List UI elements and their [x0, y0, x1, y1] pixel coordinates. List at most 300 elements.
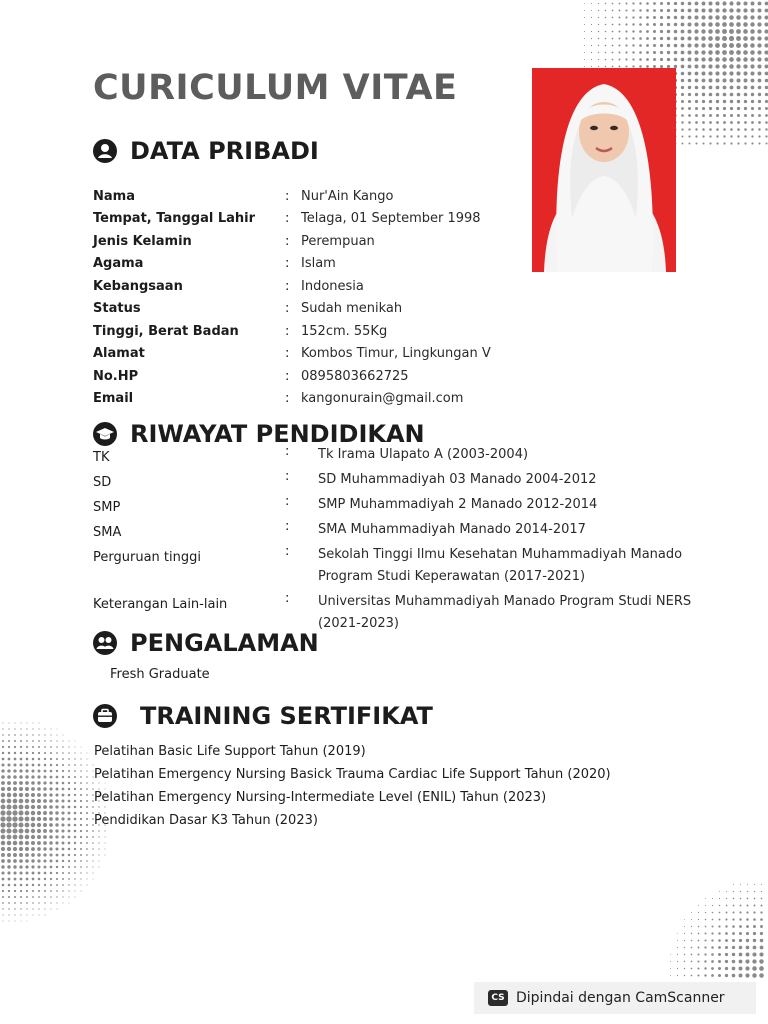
decor-dot — [18, 816, 23, 821]
decor-dot — [744, 86, 748, 90]
decor-dot — [2, 890, 4, 892]
decor-dot — [2, 908, 3, 909]
decor-dot — [740, 884, 741, 885]
decor-dot — [729, 8, 733, 12]
decor-dot — [56, 776, 59, 779]
decor-dot — [37, 811, 41, 815]
decor-dot — [760, 932, 763, 935]
decor-dot — [25, 853, 29, 857]
decor-dot — [74, 860, 76, 862]
decor-dot — [743, 22, 748, 27]
decor-dot — [612, 10, 614, 12]
decor-dot — [694, 36, 698, 40]
decor-dot — [688, 72, 692, 76]
decor-dot — [757, 22, 761, 26]
decor-dot — [86, 770, 87, 771]
decor-dot — [43, 799, 47, 803]
decor-dot — [765, 142, 767, 144]
decor-dot — [705, 933, 707, 935]
decor-dot — [8, 890, 10, 892]
decor-dot — [732, 974, 736, 978]
decor-dot — [705, 919, 707, 921]
decor-dot — [732, 925, 735, 928]
decor-dot — [598, 31, 599, 32]
decor-dot — [80, 848, 82, 850]
decor-dot — [619, 59, 621, 61]
decor-dot — [86, 806, 88, 808]
decor-dot — [44, 908, 45, 909]
decor-dot — [646, 58, 649, 61]
users-icon — [92, 630, 118, 656]
decor-dot — [26, 914, 27, 915]
decor-dot — [74, 794, 76, 796]
decor-dot — [2, 746, 4, 748]
decor-dot — [746, 925, 749, 928]
decor-dot — [691, 940, 693, 942]
decor-dot — [688, 79, 692, 83]
decor-dot — [584, 3, 585, 4]
decor-dot — [681, 128, 683, 130]
decor-dot — [758, 72, 762, 76]
decor-dot — [32, 764, 35, 767]
decor-dot — [702, 121, 705, 124]
decor-dot — [718, 946, 721, 949]
decor-dot — [698, 933, 700, 935]
decor-dot — [760, 925, 763, 928]
decor-dot — [757, 64, 761, 68]
decor-dot — [722, 1, 726, 5]
decor-dot — [753, 939, 756, 942]
decor-dot — [765, 2, 768, 6]
decor-dot — [764, 29, 768, 33]
decor-dot — [653, 58, 656, 61]
decor-dot — [711, 946, 714, 949]
decor-dot — [750, 64, 754, 68]
decor-dot — [74, 788, 76, 790]
decor-dot — [86, 824, 88, 826]
decor-dot — [8, 734, 10, 736]
decor-dot — [667, 37, 670, 40]
decor-dot — [39, 723, 40, 724]
decor-dot — [55, 799, 58, 802]
field-value: 152cm. 55Kg — [301, 323, 388, 339]
decor-dot — [660, 30, 663, 33]
decor-dot — [598, 45, 599, 46]
decor-dot — [612, 3, 614, 5]
decor-dot — [716, 100, 719, 103]
decor-dot — [639, 2, 641, 4]
decor-dot — [605, 10, 607, 12]
field-label: TK — [93, 450, 110, 465]
decor-dot — [2, 902, 4, 904]
decor-dot — [92, 848, 93, 849]
decor-dot — [1, 847, 5, 851]
decor-dot — [765, 9, 768, 13]
decor-dot — [764, 43, 768, 47]
decor-dot — [697, 953, 699, 955]
field-label: Keterangan Lain-lain — [93, 597, 228, 612]
decor-dot — [98, 842, 99, 843]
decor-dot — [14, 896, 16, 898]
decor-dot — [37, 835, 41, 839]
field-label: Agama — [93, 256, 144, 272]
decor-dot — [730, 142, 732, 144]
decor-dot — [92, 860, 93, 861]
decor-dot — [715, 22, 720, 27]
decor-dot — [32, 752, 34, 754]
decor-dot — [758, 79, 762, 83]
decor-dot — [688, 93, 691, 96]
decor-dot — [737, 135, 739, 137]
decor-dot — [8, 884, 11, 887]
decor-dot — [68, 758, 70, 760]
decor-dot — [50, 890, 52, 892]
decor-dot — [745, 966, 749, 970]
decor-dot — [19, 841, 23, 845]
decor-dot — [688, 2, 692, 6]
decor-dot — [62, 794, 65, 797]
decor-dot — [14, 902, 16, 904]
decor-dot — [68, 860, 70, 862]
decor-dot — [674, 23, 678, 27]
decor-dot — [677, 940, 678, 941]
decor-dot — [723, 121, 726, 124]
decor-dot — [716, 114, 719, 117]
decor-dot — [86, 872, 87, 873]
decor-dot — [584, 59, 585, 60]
decor-dot — [670, 961, 671, 962]
decor-dot — [725, 960, 728, 963]
decor-dot — [8, 728, 9, 729]
decor-dot — [723, 114, 726, 117]
decor-dot — [86, 836, 88, 838]
decor-dot — [695, 9, 699, 13]
decor-dot — [38, 884, 40, 886]
decor-dot — [13, 781, 17, 785]
field-value: Nur'Ain Kango — [301, 188, 394, 204]
decor-dot — [639, 23, 642, 26]
decor-dot — [6, 828, 11, 833]
decor-dot — [751, 135, 753, 137]
decor-dot — [74, 818, 77, 821]
decor-dot — [74, 848, 76, 850]
decor-dot — [68, 788, 70, 790]
decor-dot — [50, 878, 52, 880]
decor-dot — [25, 781, 29, 785]
decor-dot — [14, 914, 15, 915]
decor-dot — [632, 9, 634, 11]
decor-dot — [758, 9, 762, 13]
decor-dot — [43, 817, 47, 821]
decor-dot — [38, 734, 39, 735]
field-label: Kebangsaan — [93, 278, 183, 294]
decor-dot — [2, 722, 3, 723]
decor-dot — [691, 919, 692, 920]
decor-dot — [730, 107, 733, 110]
separator: : — [285, 494, 290, 509]
decor-dot — [736, 71, 740, 75]
decor-dot — [20, 728, 21, 729]
decor-dot — [719, 912, 721, 914]
decor-dot — [1, 793, 5, 797]
decor-dot — [723, 100, 726, 103]
decor-dot — [13, 835, 18, 840]
decor-dot — [86, 878, 87, 879]
decor-dot — [13, 841, 18, 846]
decor-dot — [31, 841, 35, 845]
decor-dot — [705, 912, 706, 913]
decor-dot — [677, 968, 678, 969]
decor-dot — [722, 22, 727, 27]
decor-dot — [62, 758, 64, 760]
decor-dot — [49, 799, 52, 802]
decor-dot — [43, 823, 47, 827]
decor-dot — [709, 107, 712, 110]
decor-dot — [751, 2, 755, 6]
decor-dot — [26, 740, 28, 742]
separator: : — [285, 188, 290, 204]
decor-dot — [74, 776, 76, 778]
decor-dot — [751, 79, 755, 83]
decor-dot — [32, 914, 33, 915]
separator: : — [285, 469, 290, 484]
decor-dot — [688, 121, 691, 124]
decor-dot — [743, 71, 747, 75]
decor-dot — [716, 79, 720, 83]
decor-dot — [754, 898, 756, 900]
decor-dot — [701, 57, 705, 61]
decor-dot — [19, 865, 22, 868]
decor-dot — [68, 746, 69, 747]
list-item: Pelatihan Emergency Nursing Basick Trauma Cardiac Life Support Tahun (2020) — [94, 767, 611, 782]
decor-dot — [14, 884, 17, 887]
decor-dot — [729, 50, 734, 55]
decor-dot — [695, 114, 698, 117]
decor-dot — [765, 16, 768, 20]
decor-dot — [723, 142, 725, 144]
decor-dot — [50, 872, 52, 874]
decor-dot — [619, 17, 621, 19]
decor-dot — [44, 890, 46, 892]
decor-dot — [32, 890, 34, 892]
decor-dot — [765, 135, 767, 137]
decor-dot — [605, 31, 607, 33]
decor-dot — [20, 902, 22, 904]
decor-dot — [74, 842, 76, 844]
decor-dot — [725, 932, 728, 935]
decor-dot — [68, 770, 70, 772]
decor-dot — [14, 890, 16, 892]
decor-dot — [695, 100, 698, 103]
decor-dot — [92, 842, 94, 844]
decor-dot — [80, 776, 82, 778]
decor-dot — [19, 799, 24, 804]
decor-dot — [21, 921, 22, 922]
decor-dot — [705, 926, 707, 928]
decor-dot — [68, 830, 71, 833]
decor-dot — [80, 860, 82, 862]
decor-dot — [752, 952, 756, 956]
camscanner-watermark — [474, 982, 756, 1014]
decor-dot — [681, 44, 685, 48]
decor-dot — [736, 29, 741, 34]
decor-dot — [743, 43, 748, 48]
decor-dot — [711, 939, 713, 941]
decor-dot — [711, 960, 714, 963]
decor-dot — [746, 911, 748, 913]
decor-dot — [746, 918, 749, 921]
decor-dot — [695, 86, 699, 90]
decor-dot — [688, 65, 692, 69]
decor-dot — [688, 51, 692, 55]
decor-dot — [750, 8, 754, 12]
decor-dot — [74, 866, 76, 868]
decor-dot — [32, 728, 33, 729]
decor-dot — [722, 57, 727, 62]
decor-dot — [68, 782, 70, 784]
decor-dot — [8, 746, 10, 748]
decor-dot — [20, 890, 22, 892]
decor-dot — [80, 830, 82, 832]
decor-dot — [694, 22, 698, 26]
decor-dot — [31, 799, 35, 803]
decor-dot — [746, 932, 749, 935]
decor-dot — [646, 2, 649, 5]
decor-dot — [80, 782, 82, 784]
decor-dot — [730, 86, 734, 90]
decor-dot — [38, 758, 40, 760]
decor-dot — [68, 872, 70, 874]
decor-dot — [743, 15, 747, 19]
decor-dot — [75, 741, 76, 742]
decor-dot — [68, 854, 70, 856]
briefcase-icon — [92, 703, 118, 729]
decor-dot — [68, 836, 71, 839]
decor-dot — [751, 121, 754, 124]
decor-dot — [74, 800, 76, 802]
decor-dot — [44, 758, 46, 760]
separator: : — [285, 346, 290, 362]
decor-dot — [677, 975, 678, 976]
decor-dot — [31, 769, 34, 772]
decor-dot — [612, 38, 614, 40]
decor-dot — [765, 128, 767, 130]
decor-dot — [31, 781, 35, 785]
decor-dot — [598, 59, 599, 60]
decor-dot — [50, 776, 53, 779]
decor-dot — [591, 59, 592, 60]
decor-dot — [62, 788, 65, 791]
decor-dot — [49, 811, 53, 815]
decor-dot — [758, 128, 760, 130]
decor-dot — [619, 52, 621, 54]
decor-dot — [752, 959, 756, 963]
decor-dot — [50, 734, 51, 735]
decor-dot — [709, 100, 712, 103]
decor-dot — [691, 933, 692, 934]
decor-dot — [758, 86, 762, 90]
decor-dot — [625, 44, 627, 46]
decor-dot — [737, 100, 740, 103]
decor-dot — [31, 865, 34, 868]
decor-dot — [704, 960, 706, 962]
decor-dot — [681, 58, 685, 62]
decor-dot — [26, 884, 28, 886]
decor-dot — [688, 100, 691, 103]
decor-dot — [701, 29, 705, 33]
decor-dot — [61, 811, 64, 814]
decor-dot — [765, 72, 768, 76]
decor-dot — [694, 15, 698, 19]
decor-dot — [694, 43, 698, 47]
decor-dot — [753, 946, 757, 950]
decor-dot — [695, 72, 699, 76]
decor-dot — [722, 43, 727, 48]
separator: : — [285, 591, 290, 606]
decor-dot — [719, 898, 720, 899]
decor-dot — [68, 884, 70, 886]
decor-dot — [701, 36, 705, 40]
decor-dot — [80, 800, 82, 802]
decor-dot — [708, 36, 713, 41]
decor-dot — [719, 919, 721, 921]
decor-dot — [44, 734, 45, 735]
decor-dot — [725, 946, 728, 949]
decor-dot — [744, 100, 747, 103]
decor-dot — [80, 764, 81, 765]
separator: : — [285, 233, 290, 249]
decor-dot — [62, 776, 64, 778]
decor-dot — [61, 835, 64, 838]
decor-dot — [708, 29, 713, 34]
decor-dot — [697, 960, 699, 962]
decor-dot — [93, 879, 94, 880]
decor-dot — [62, 866, 64, 868]
decor-dot — [670, 975, 671, 976]
decor-dot — [74, 872, 76, 874]
decor-dot — [80, 824, 82, 826]
decor-dot — [702, 93, 705, 96]
decor-dot — [13, 787, 17, 791]
decor-dot — [38, 902, 39, 903]
decor-dot — [8, 902, 10, 904]
decor-dot — [739, 918, 741, 920]
decor-dot — [20, 734, 22, 736]
decor-dot — [31, 805, 35, 809]
decor-dot — [695, 93, 698, 96]
decor-dot — [62, 764, 64, 766]
decor-dot — [711, 974, 714, 977]
decor-dot — [722, 64, 726, 68]
decor-dot — [14, 728, 15, 729]
decor-dot — [716, 107, 719, 110]
decor-dot — [43, 787, 46, 790]
decor-dot — [740, 891, 741, 892]
decor-dot — [730, 93, 734, 97]
decor-dot — [730, 128, 733, 131]
decor-dot — [746, 939, 749, 942]
decor-dot — [737, 114, 740, 117]
decor-dot — [591, 31, 592, 32]
decor-dot — [598, 24, 599, 25]
decor-dot — [702, 135, 704, 137]
decor-dot — [26, 896, 28, 898]
decor-dot — [660, 51, 663, 54]
decor-dot — [760, 939, 764, 943]
decor-dot — [7, 769, 10, 772]
decor-dot — [31, 793, 35, 797]
decor-dot — [653, 37, 656, 40]
